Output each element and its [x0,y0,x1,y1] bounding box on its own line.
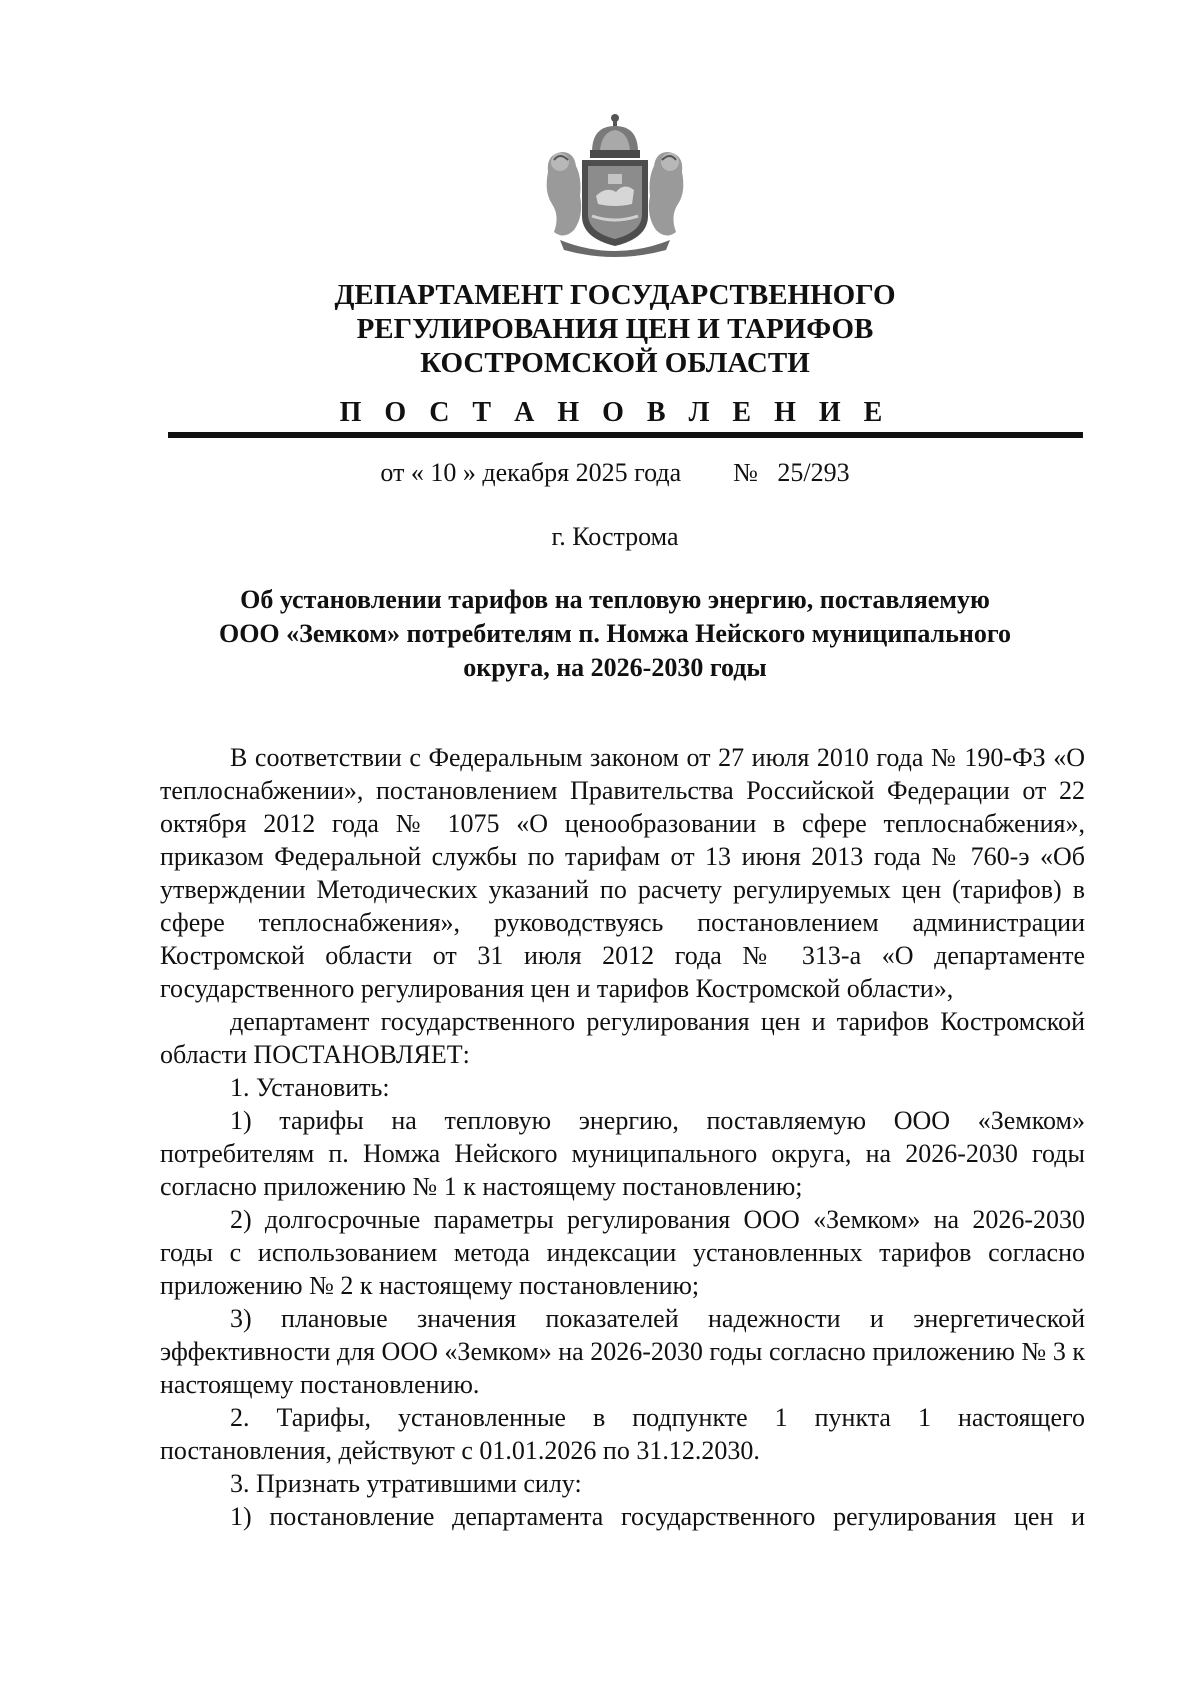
body-paragraph: 1. Установить: [230,1073,390,1102]
document-title [180,583,1050,685]
department-line: ДЕПАРТАМЕНТ ГОСУДАРСТВЕННОГО [334,279,896,311]
body-paragraph: 2. Тарифы, установленные в подпункте 1 пункта 1 настоящего постановления, действуют с 01.01.2026 по 31.12.2030. [160,1403,1085,1465]
body-paragraph: 2) долгосрочные параметры регулирования ООО «Земком» на 2026-2030 годы с использованием метода индексации установленных тарифов согласно приложению № 2 к настоящему постановлению; [160,1205,1085,1300]
title-line: ООО «Земком» потребителям п. Номжа Нейского муниципального [218,619,1012,648]
title-line: округа, на 2026-2030 годы [463,653,767,682]
title-line: Об установлении тарифов на тепловую энергию, поставляемую [240,585,990,614]
department-name [0,278,1200,380]
department-line: КОСТРОМСКОЙ ОБЛАСТИ [420,347,810,379]
header-divider [168,432,1083,438]
document-body [160,741,1085,1533]
body-paragraph: В соответствии с Федеральным законом от 27 июля 2010 года № 190-ФЗ «О теплоснабжении», постановлением Правительства Российской Федерации от 22 октября 2012 года № 1075 «О ценообразовании в сфере теплоснабжения», приказом Федеральной службы по тарифам от 13 июня 2013 года № 760-э «Об утверждении Методических указаний по расчету регулируемых цен (тарифов) в сфере теплоснабжения», руководствуясь постановлением администрации Костромской области от 31 июля 2012 года № 313-а «О департаменте государственного регулирования цен и тарифов Костромской области», [160,743,1085,1003]
issue-city: г. Кострома [551,522,679,551]
body-paragraph: 1) постановление департамента государственного регулирования цен и [230,1502,1085,1531]
document-type-heading: П О С Т А Н О В Л Е Н И Е [339,397,891,428]
body-paragraph: 3. Признать утратившими силу: [230,1469,582,1498]
date-and-number: от « 10 » декабря 2025 года № 25/293 [380,458,850,487]
coat-of-arms-icon [540,112,690,260]
body-paragraph: департамент государственного регулирования цен и тарифов Костромской области ПОСТАНОВЛЯЕТ: [160,1007,1085,1069]
department-line: РЕГУЛИРОВАНИЯ ЦЕН И ТАРИФОВ [356,313,874,345]
body-paragraph: 3) плановые значения показателей надежности и энергетической эффективности для ООО «Земком» на 2026-2030 годы согласно приложению № 3 к настоящему постановлению. [160,1304,1085,1399]
body-paragraph: 1) тарифы на тепловую энергию, поставляемую ООО «Земком» потребителям п. Номжа Нейского муниципального округа, на 2026-2030 годы согласно приложению № 1 к настоящему постановлению; [160,1106,1085,1201]
